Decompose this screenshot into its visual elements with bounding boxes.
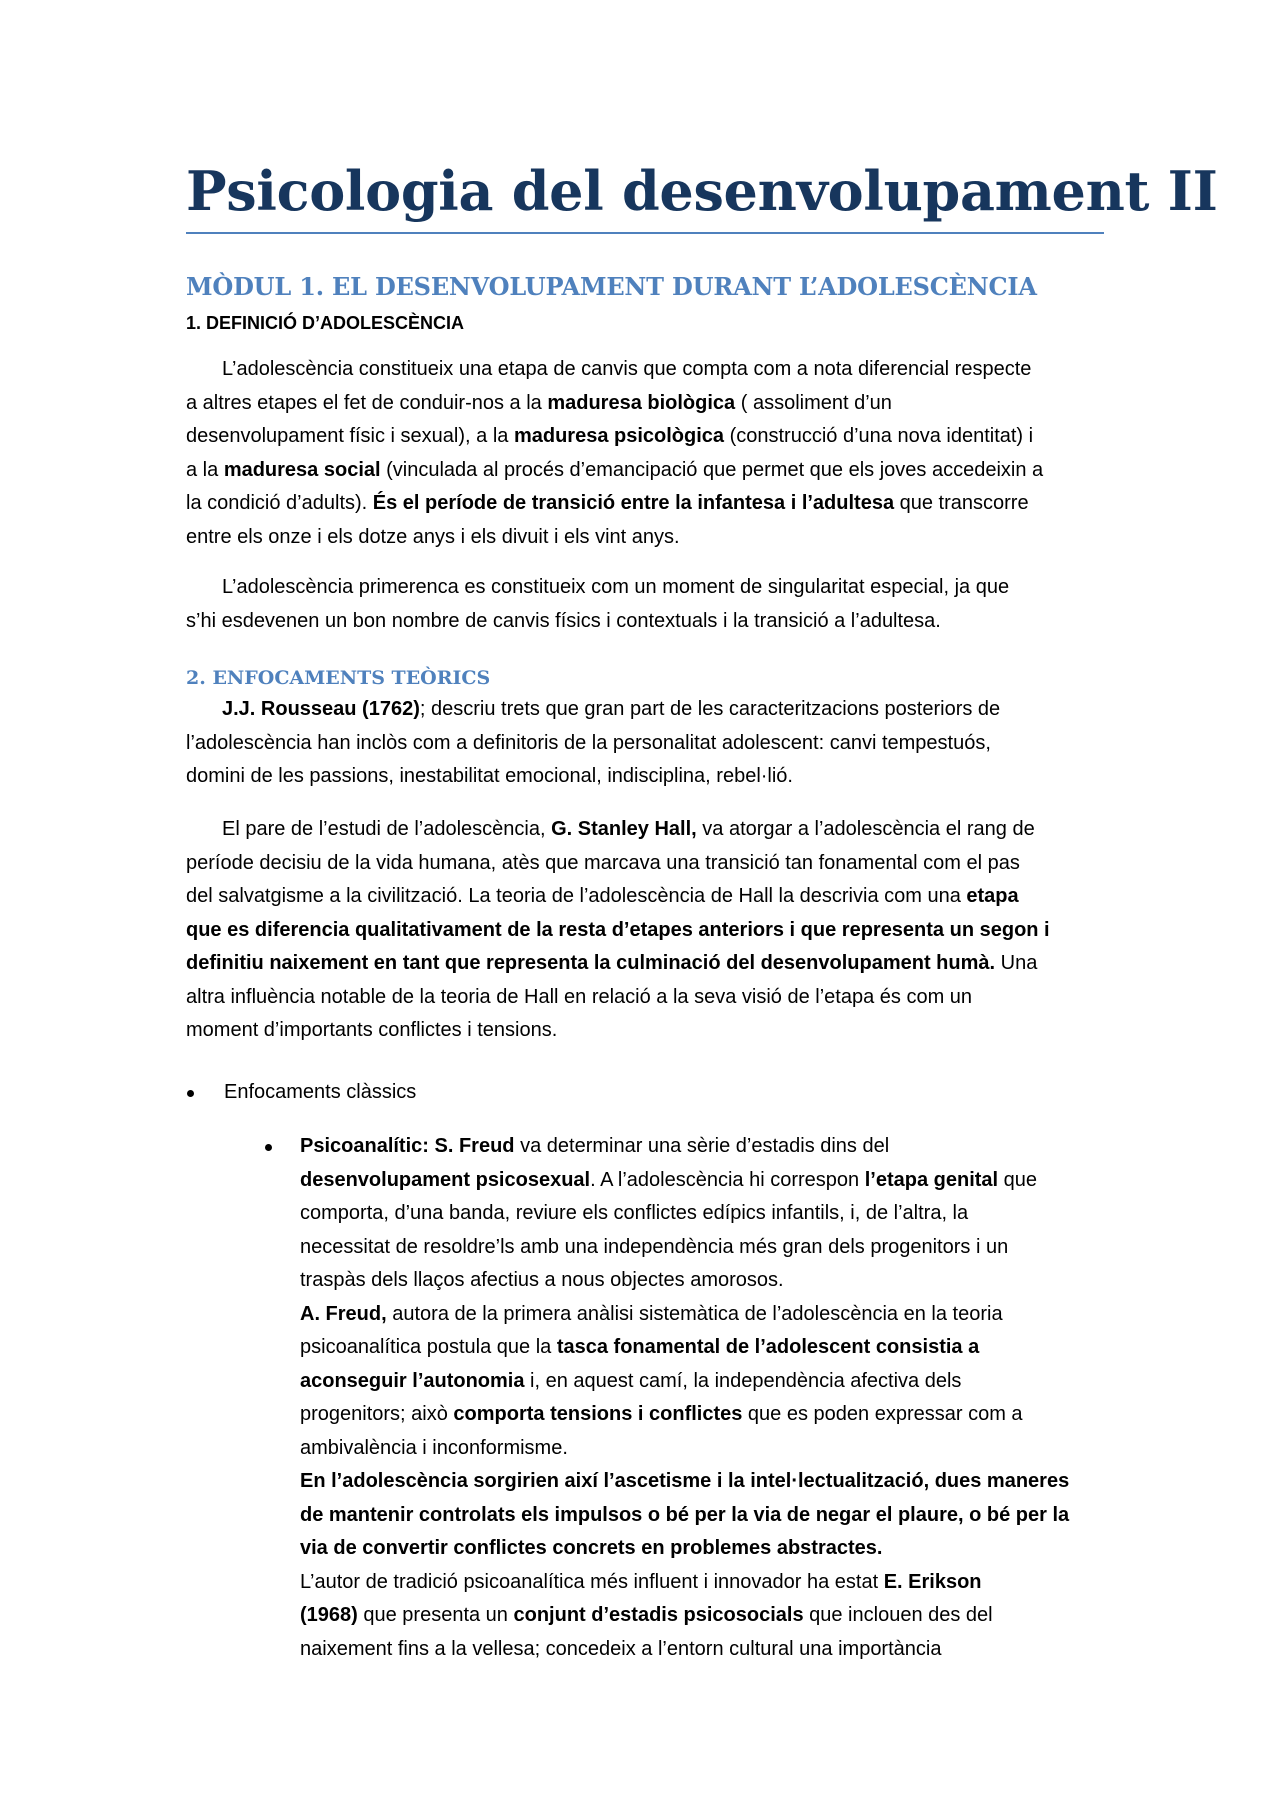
text-run: entre els onze i els dotze anys i els divuit i els vint anys. <box>186 525 680 548</box>
bold-run: conjunt d’estadis psicosocials <box>513 1604 804 1626</box>
sub-bullet-line <box>300 1633 1104 1667</box>
sub-bullet-line <box>300 1398 1104 1432</box>
text-run: la condició d’adults). <box>186 492 373 514</box>
text-run: que transcorre <box>894 492 1029 514</box>
paragraph-line <box>186 947 1104 981</box>
section2-paragraph-1 <box>186 693 1104 794</box>
text-run: desenvolupament físic i sexual), a la <box>186 425 514 447</box>
text-run: ; descriu trets que gran part de les caracteritzacions posteriors de <box>419 698 1001 720</box>
paragraph-line <box>186 454 1104 488</box>
text-run: que es poden expressar com a <box>742 1403 1023 1425</box>
sub-bullet-line <box>300 1130 1104 1164</box>
text-run: (construcció d’una nova identitat) i <box>724 425 1034 447</box>
bold-run: tasca fonamental de l’adolescent consistia a <box>556 1336 980 1358</box>
sub-bullet-line <box>300 1164 1104 1198</box>
text-run: progenitors; això <box>300 1403 454 1425</box>
text-run: El pare de l’estudi de l’adolescència, <box>222 818 552 840</box>
section2-paragraph-2 <box>186 813 1104 1048</box>
text-run: a altres etapes el fet de conduir-nos a la <box>186 391 548 414</box>
sub-bullet-line <box>300 1432 1104 1466</box>
text-run: L’autor de tradició psicoanalítica més influent i innovador ha estat <box>300 1570 884 1593</box>
text-run: moment d’importants conflictes i tensions. <box>186 1019 558 1041</box>
bold-run: És el període de transició entre la infantesa i l’adultesa <box>372 492 895 514</box>
paragraph-line <box>186 521 1104 555</box>
paragraph-line <box>186 981 1104 1015</box>
paragraph-line <box>186 571 1104 605</box>
sub-bullet-dot <box>265 1144 272 1151</box>
paragraph-line <box>186 353 1104 387</box>
paragraph-line <box>186 693 1104 727</box>
sub-bullet-line <box>300 1499 1104 1533</box>
paragraph-line <box>186 914 1104 948</box>
bold-run: maduresa biològica <box>547 391 736 414</box>
text-run: (vinculada al procés d’emancipació que permet que els joves accedeixin a <box>380 458 1044 481</box>
bold-run: l’etapa genital <box>864 1168 999 1191</box>
text-run: psicoanalítica postula que la <box>300 1336 557 1358</box>
text-run: domini de les passions, inestabilitat emocional, indisciplina, rebel·lió. <box>186 765 793 787</box>
section1-paragraph-2 <box>186 571 1104 638</box>
bold-run: J.J. Rousseau (1762) <box>222 698 420 720</box>
text-run: que <box>998 1168 1038 1191</box>
bold-run: desenvolupament psicosexual <box>300 1168 591 1191</box>
bullet-dot <box>187 1090 194 1097</box>
text-run: ( assoliment d’un <box>735 391 892 414</box>
bold-run: En l’adolescència sorgirien així l’ascetisme i la intel·lectualització, dues maneres <box>300 1470 1070 1492</box>
paragraph-line <box>186 487 1104 521</box>
module-heading: MÒDUL 1. EL DESENVOLUPAMENT DURANT L’ADOLESCÈNCIA <box>186 272 1037 301</box>
text-run: que inclouen des del <box>803 1604 993 1626</box>
text-run: període decisiu de la vida humana, atès que marcava una transició tan fonamental com el pas <box>186 851 1020 874</box>
text-run: L’adolescència constitueix una etapa de canvis que compta com a nota diferencial respecte <box>222 358 1032 380</box>
sub-bullet-line <box>300 1365 1104 1399</box>
bold-run: maduresa psicològica <box>513 425 725 447</box>
paragraph-line <box>186 813 1104 847</box>
sub-bullet-line <box>300 1298 1104 1332</box>
bold-run: A. Freud, <box>300 1302 387 1325</box>
sub-bullet-line <box>300 1532 1104 1566</box>
bold-run: Freud <box>458 1135 515 1157</box>
sub-bullet-line <box>300 1566 1104 1600</box>
bold-run: E. Erikson <box>883 1570 982 1593</box>
text-run: l’adolescència han inclòs com a definitoris de la personalitat adolescent: canvi tempestuós, <box>186 731 991 754</box>
sub-bullet-line <box>300 1599 1104 1633</box>
sub-bullet-line <box>300 1264 1104 1298</box>
bold-run: (1968) <box>300 1604 358 1626</box>
text-run: L’adolescència primerenca es constitueix com un moment de singularitat especial, ja que <box>222 576 1010 598</box>
text-run: va atorgar a l’adolescència el rang de <box>696 818 1035 840</box>
paragraph-line <box>186 847 1104 881</box>
text-run: va determinar una sèrie d’estadis dins del <box>514 1135 890 1157</box>
bold-run: G. Stanley Hall, <box>551 818 697 840</box>
text-run: necessitat de resoldre’ls amb una independència més gran dels progenitors i un <box>300 1235 1009 1258</box>
text-run: altra influència notable de la teoria de Hall en relació a la seva visió de l’etapa és com un <box>186 985 973 1008</box>
bold-run: via de convertir conflictes concrets en problemes abstractes. <box>300 1537 883 1559</box>
text-run: comporta, d’una banda, reviure els conflictes edípics infantils, i, de l’altra, la <box>300 1202 969 1224</box>
page-title: Psicologia del desenvolupament II <box>186 159 1218 223</box>
bold-run: S. <box>434 1135 454 1157</box>
text-run: autora de la primera anàlisi sistemàtica de l’adolescència en la teoria <box>386 1302 1003 1325</box>
sub-bullet-line <box>300 1331 1104 1365</box>
text-run: ambivalència i inconformisme. <box>300 1436 568 1459</box>
bold-run: que es diferencia qualitativament de la resta d’etapes anteriors i que representa un segon i <box>186 918 1050 941</box>
paragraph-line <box>186 387 1104 421</box>
paragraph-line <box>186 880 1104 914</box>
sub-bullet-line <box>300 1231 1104 1265</box>
section1-heading: 1. DEFINICIÓ D’ADOLESCÈNCIA <box>186 313 465 333</box>
bold-run: maduresa social <box>223 458 381 481</box>
bold-run: etapa <box>966 885 1019 907</box>
paragraph-line <box>186 605 1104 639</box>
text-run: traspàs dels llaços afectius a nous objectes amorosos. <box>300 1269 784 1291</box>
paragraph-line <box>186 727 1104 761</box>
paragraph-line <box>186 1014 1104 1048</box>
bold-run: aconseguir l’autonomia <box>300 1369 525 1392</box>
text-run: a la <box>186 458 224 481</box>
text-run: que presenta un <box>357 1604 514 1626</box>
bold-run: Psicoanalític: <box>300 1135 429 1157</box>
sub-bullet-psicoanalitic <box>300 1130 1104 1666</box>
text-run: naixement fins a la vellesa; concedeix a l’entorn cultural una importància <box>300 1637 942 1660</box>
section2-heading: 2. ENFOCAMENTS TEÒRICS <box>186 667 491 689</box>
bold-run: definitiu naixement en tant que representa la culminació del desenvolupament humà. <box>186 952 996 974</box>
text-run: i, en aquest camí, la independència afectiva dels <box>524 1369 962 1392</box>
bold-run: de mantenir controlats els impulsos o bé per la via de negar el plaure, o bé per la <box>300 1503 1070 1526</box>
text-run: Una <box>995 952 1038 974</box>
sub-bullet-line <box>300 1197 1104 1231</box>
text-run: del salvatgisme a la civilització. La teoria de l’adolescència de Hall la descrivia com una <box>186 885 967 907</box>
paragraph-line <box>186 760 1104 794</box>
text-run: s’hi esdevenen un bon nombre de canvis físics i contextuals i la transició a l’adultesa. <box>186 609 941 632</box>
paragraph-line <box>186 420 1104 454</box>
sub-bullet-line <box>300 1465 1104 1499</box>
title-underline <box>186 232 1104 234</box>
bullet-item-enfocaments-classics: Enfocaments clàssics <box>224 1081 417 1103</box>
text-run: . A l’adolescència hi correspon <box>590 1168 865 1191</box>
bold-run: comporta tensions i conflictes <box>453 1403 743 1425</box>
section1-paragraph-1 <box>186 353 1104 554</box>
